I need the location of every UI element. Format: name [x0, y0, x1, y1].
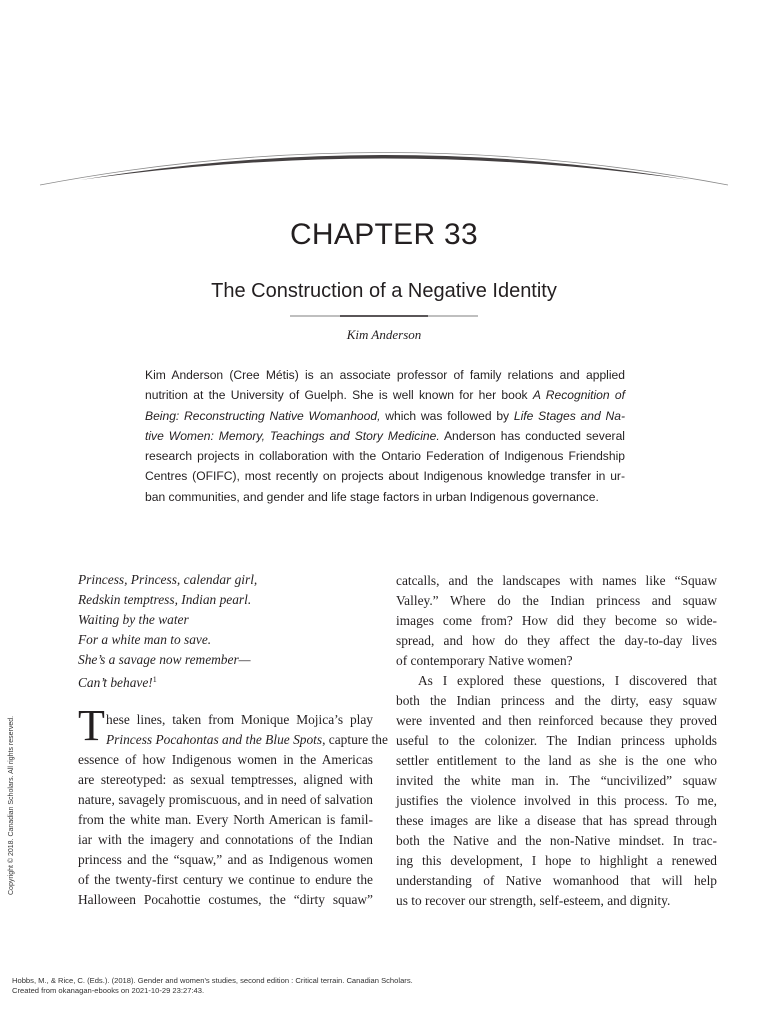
chapter-author: Kim Anderson — [346, 327, 422, 342]
copyright-notice: Copyright © 2018. Canadian Scholars. All rights reserved. — [8, 715, 15, 895]
bio-line: Kim Anderson (Cree Métis) is an associate professor of family relations and applied — [145, 368, 625, 382]
body-line: essence of how Indigenous women in the Americas — [78, 752, 373, 767]
body-line: us to recover our strength, self-esteem, and dignity. — [396, 893, 671, 908]
body-line: nature, savagely promiscuous, and in need of salvation — [78, 792, 373, 807]
body-line: Princess Pocahontas and the Blue Spots, capture the — [106, 732, 388, 747]
bio-line: research projects in collaboration with the Ontario Federation of Indigenous Friendship — [145, 449, 625, 464]
body-line: are stereotyped: as sexual temptresses, aligned with — [78, 772, 373, 787]
bio-line: nutrition at the University of Guelph. She is well known for her book A Recognition of — [145, 388, 625, 403]
bio-line: Being: Reconstructing Native Womanhood, which was followed by Life Stages and Na- — [145, 408, 625, 423]
body-line: Halloween Pocahottie costumes, the “dirty squaw” — [78, 892, 373, 907]
chapter-number: CHAPTER 33 — [289, 218, 479, 251]
created-line: Created from okanagan-ebooks on 2021-10-29 23:27:43. — [12, 986, 205, 995]
body-line: of the twenty-first century we continue to endure the — [78, 872, 373, 887]
chapter-title: The Construction of a Negative Identity — [211, 280, 557, 302]
epigraph — [78, 570, 378, 693]
body-line: hese lines, taken from Monique Mojica’s play — [106, 712, 373, 727]
citation-line: Hobbs, M., & Rice, C. (Eds.). (2018). Gender and women's studies, second edition : Critical terrain. Canadian Scholars. — [12, 976, 413, 985]
body-line: were invented and then reinforced because they proved — [396, 713, 717, 728]
body-line: ing this development, I hope to highlight a renewed — [396, 853, 717, 868]
epigraph-line: She’s a savage now remember— — [78, 652, 251, 667]
body-line: princess and the “squaw,” and as Indigenous women — [78, 852, 373, 867]
body-line: of contemporary Native women? — [396, 653, 573, 668]
body-line: catcalls, and the landscapes with names like “Squaw — [396, 573, 717, 588]
body-line: settler entitlement to the land as she is the one who — [396, 753, 717, 768]
body-line: images come from? How did they become so wide- — [396, 613, 717, 628]
body-line: iar with the imagery and connotations of the Indian — [78, 832, 373, 847]
body-line: As I explored these questions, I discovered that — [418, 673, 717, 688]
body-line: both the Native and the non-Native mindset. In trac- — [396, 833, 717, 848]
body-line: both the Indian princess and the dirty, easy squaw — [396, 693, 717, 708]
citation-footer — [12, 976, 413, 996]
body-line: justifies the violence involved in this process. To me, — [396, 793, 717, 808]
body-line: invited the white man in. The “uncivilized” squaw — [396, 773, 717, 788]
body-left-column — [78, 710, 388, 910]
body-line: understanding of Native womanhood that will help — [396, 873, 717, 888]
body-line: these images are like a disease that has spread through — [396, 813, 717, 828]
body-line: Valley.” Where do the Indian princess and squaw — [396, 593, 717, 608]
body-line: spread, and how do they affect the day-to-day lives — [396, 633, 717, 648]
body-line: useful to the colonizer. The Indian princess upholds — [396, 733, 717, 748]
drop-cap: T — [78, 701, 105, 750]
title-divider — [0, 313, 768, 319]
bio-line: tive Women: Memory, Teachings and Story Medicine. Anderson has conducted several — [145, 428, 625, 443]
body-line: from the white man. Every North American is famil- — [78, 812, 373, 827]
epigraph-line: Redskin temptress, Indian pearl. — [78, 592, 252, 607]
author-bio — [145, 365, 625, 507]
body-right-column — [396, 571, 717, 911]
bio-line: ban communities, and gender and life stage factors in urban Indigenous governance. — [145, 489, 599, 504]
epigraph-line: For a white man to save. — [78, 632, 212, 647]
epigraph-line: Waiting by the water — [78, 612, 189, 627]
decorative-arc — [0, 140, 768, 190]
epigraph-line: Princess, Princess, calendar girl, — [78, 572, 258, 587]
epigraph-line: Can’t behave!$^1$ — [78, 675, 157, 690]
bio-line: Centres (OFIFC), most recently on projects about Indigenous knowledge transfer in ur- — [145, 469, 625, 484]
footnote-marker: 1 — [152, 675, 157, 684]
